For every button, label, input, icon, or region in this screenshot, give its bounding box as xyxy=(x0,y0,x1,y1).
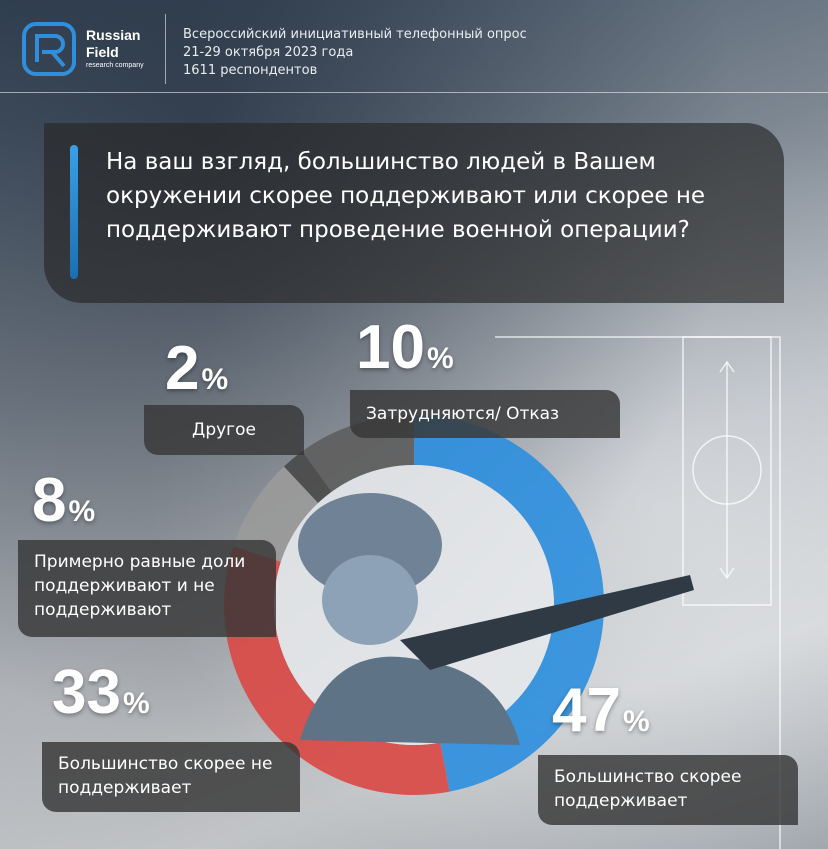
label-not-support: Большинство скорее не поддерживает xyxy=(42,742,300,812)
label-refuse: Затрудняются/ Отказ xyxy=(350,390,620,438)
pct-other-value: 2 xyxy=(165,334,200,403)
survey-respondents: 1611 респондентов xyxy=(183,63,318,78)
pct-not-support xyxy=(52,658,150,727)
survey-dates: 21-29 октября 2023 года xyxy=(183,45,354,60)
pct-other-sign: % xyxy=(201,363,229,396)
label-equal: Примерно равные доли поддерживают и не поддерживают xyxy=(18,540,276,637)
label-support: Большинство скорее поддерживает xyxy=(538,755,798,825)
pct-equal xyxy=(32,466,96,535)
pct-other xyxy=(165,334,229,403)
pct-support-value: 47 xyxy=(552,676,621,745)
pct-support xyxy=(552,676,650,745)
pct-refuse xyxy=(356,313,454,382)
pct-not-support-sign: % xyxy=(122,687,150,720)
brand-tagline: research company xyxy=(86,62,144,69)
pct-refuse-value: 10 xyxy=(356,313,425,382)
label-other: Другое xyxy=(144,405,304,455)
pct-support-sign: % xyxy=(622,705,650,738)
pct-equal-value: 8 xyxy=(32,466,67,535)
pct-refuse-sign: % xyxy=(426,342,454,375)
survey-title: Всероссийский инициативный телефонный опрос xyxy=(183,27,527,42)
brand-line2: Field xyxy=(86,44,119,60)
pct-equal-sign: % xyxy=(68,495,96,528)
pct-not-support-value: 33 xyxy=(52,658,121,727)
question-text: На ваш взгляд, большинство людей в Вашем окружении скорее поддерживают или скорее не поддерживают проведение военной операции? xyxy=(106,149,706,243)
brand-line1: Russian xyxy=(86,27,141,43)
